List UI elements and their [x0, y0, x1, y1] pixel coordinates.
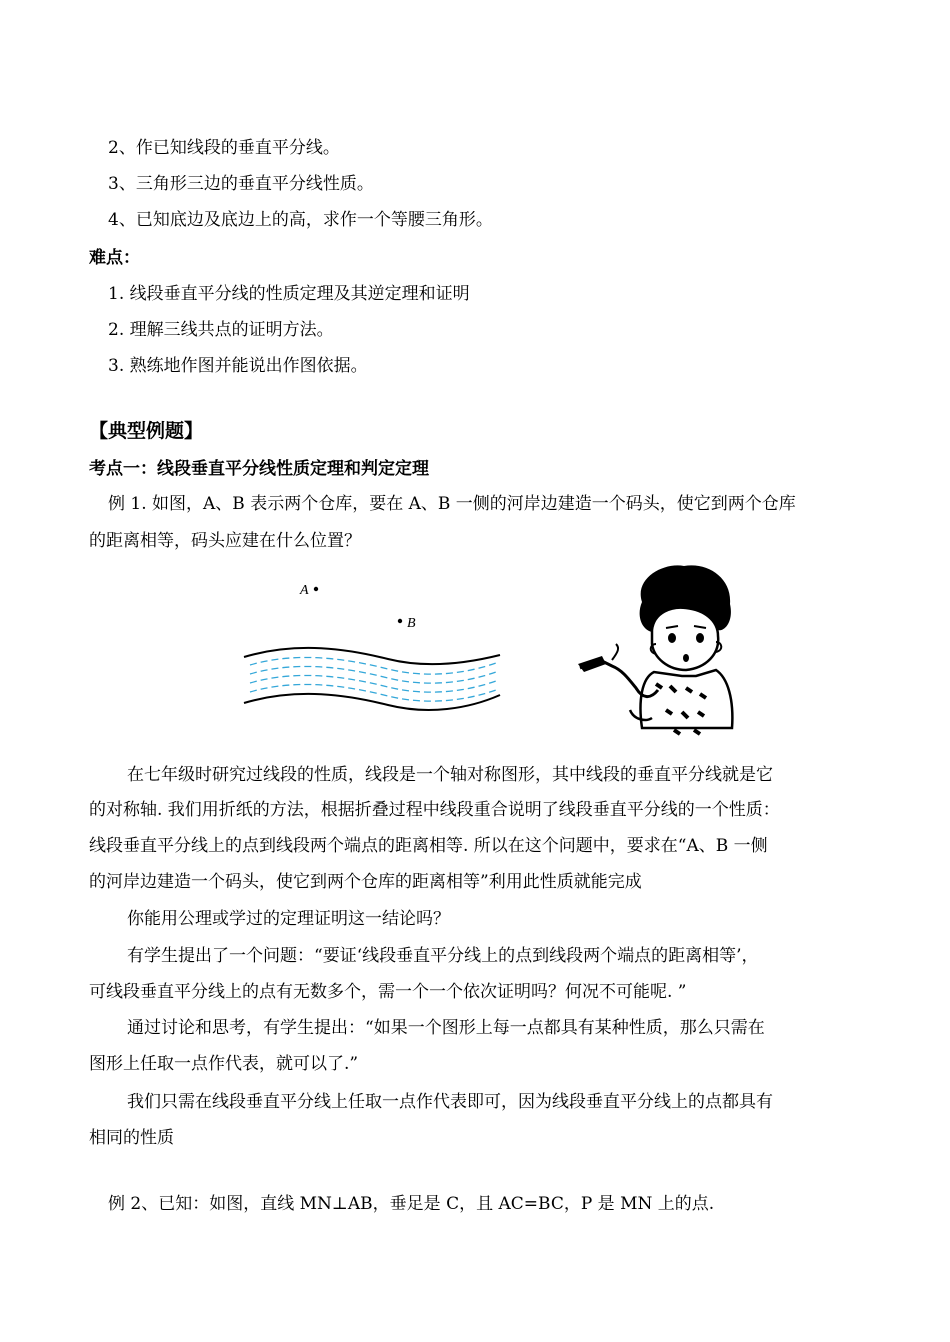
paragraph-line: 通过讨论和思考，有学生提出：“如果一个图形上每一点都具有某种性质，那么只需在 [127, 1018, 765, 1038]
cartoon-student-illustration [572, 560, 752, 740]
kaodian-heading: 考点一：线段垂直平分线性质定理和判定定理 [89, 459, 429, 479]
example2-line: 例 2、已知：如图，直线 MN⊥AB，垂足是 C，且 AC=BC，P 是 MN 上的点. [108, 1194, 715, 1214]
example1-line: 的距离相等，码头应建在什么位置？ [89, 531, 361, 551]
difficulty-item: 3. 熟练地作图并能说出作图依据。 [108, 356, 368, 376]
list-item: 3、三角形三边的垂直平分线性质。 [108, 174, 374, 194]
paragraph-line: 我们只需在线段垂直平分线上任取一点作代表即可，因为线段垂直平分线上的点都具有 [127, 1092, 773, 1112]
point-a [314, 587, 318, 591]
paragraph-line: 的对称轴. 我们用折纸的方法，根据折叠过程中线段重合说明了线段垂直平分线的一个性质： [89, 800, 780, 820]
point-b [398, 619, 402, 623]
eye-right [696, 633, 704, 643]
paragraph-line: 你能用公理或学过的定理证明这一结论吗？ [127, 909, 450, 929]
point-a-label: A [300, 583, 309, 598]
river-bank-top [244, 648, 500, 664]
mouth [683, 654, 689, 662]
paragraph-line: 可线段垂直平分线上的点有无数多个，需一个一个依次证明吗？何况不可能呢. ” [89, 982, 687, 1002]
thumb [612, 644, 618, 660]
eye-left [668, 633, 676, 643]
difficulty-item: 1. 线段垂直平分线的性质定理及其逆定理和证明 [108, 284, 470, 304]
list-item: 4、已知底边及底边上的高，求作一个等腰三角形。 [108, 210, 493, 230]
list-item: 2、作已知线段的垂直平分线。 [108, 138, 340, 158]
river-bank-bottom [244, 694, 500, 710]
point-b-label: B [407, 616, 416, 631]
example1-line: 例 1. 如图，A、B 表示两个仓库，要在 A、B 一侧的河岸边建造一个码头，使它到两个仓库 [108, 494, 796, 514]
body [641, 670, 733, 728]
section-title: 【典型例题】 [89, 420, 204, 442]
difficulty-item: 2. 理解三线共点的证明方法。 [108, 320, 334, 340]
river-wave [250, 675, 496, 692]
paragraph-line: 线段垂直平分线上的点到线段两个端点的距离相等. 所以在这个问题中，要求在“A、B 一侧 [89, 836, 768, 856]
river-figure [238, 575, 508, 715]
river-wave [250, 684, 496, 701]
river-wave [250, 657, 496, 674]
difficulty-heading: 难点： [89, 248, 140, 268]
river-wave [250, 666, 496, 683]
paragraph-line: 在七年级时研究过线段的性质，线段是一个轴对称图形，其中线段的垂直平分线就是它 [127, 765, 773, 785]
paragraph-line: 的河岸边建造一个码头，使它到两个仓库的距离相等”利用此性质就能完成 [89, 872, 642, 892]
paragraph-line: 相同的性质 [89, 1128, 174, 1148]
paragraph-line: 有学生提出了一个问题：“要证‘线段垂直平分线上的点到线段两个端点的距离相等’， [127, 946, 759, 966]
pointing-hand [578, 656, 606, 672]
paragraph-line: 图形上任取一点作代表，就可以了.” [89, 1054, 359, 1074]
